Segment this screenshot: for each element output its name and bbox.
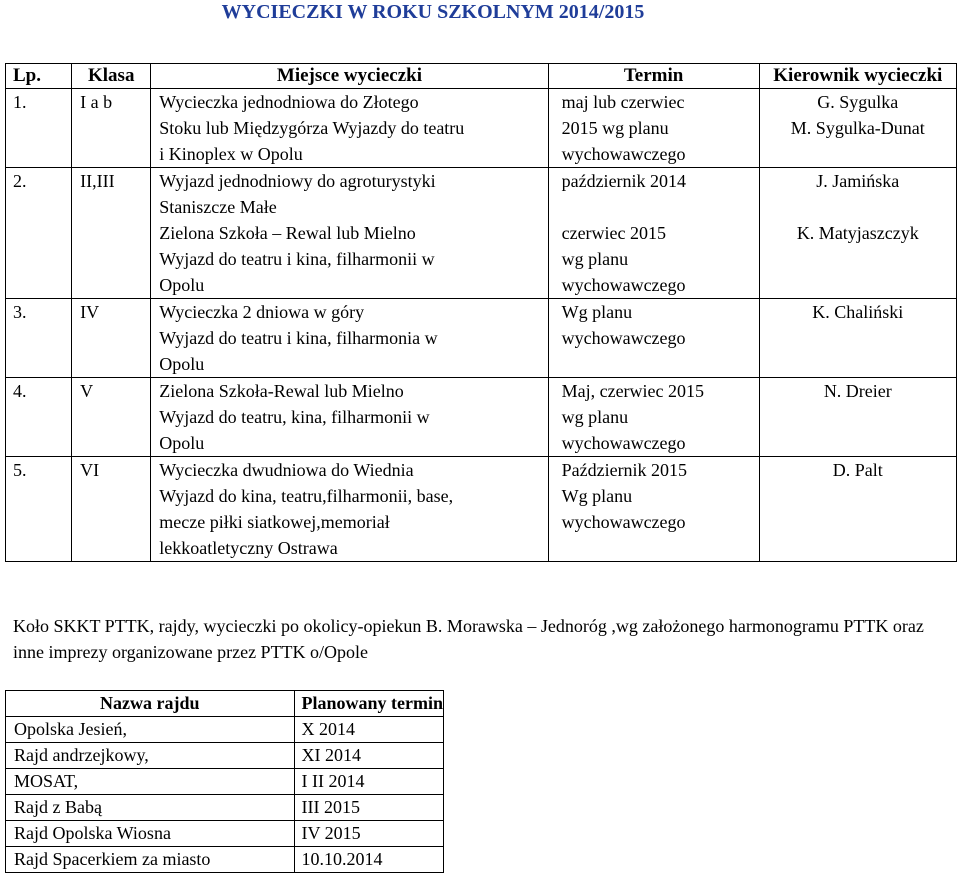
- trip-klasa: [72, 299, 151, 378]
- rajd-row: [6, 821, 444, 847]
- trip-row: [6, 89, 957, 168]
- trip-miejsce-line: Wyjazd do kina, teatru,filharmonii, base,: [159, 486, 454, 506]
- trip-lp-text: 1.: [13, 92, 27, 112]
- rajd-nazwa: Rajd z Babą: [6, 795, 295, 821]
- trip-lp-text: 3.: [13, 302, 27, 322]
- trip-miejsce: [151, 378, 548, 457]
- trip-termin: [548, 89, 759, 168]
- trip-termin: [548, 299, 759, 378]
- trip-termin-line: wg planu: [561, 407, 629, 427]
- trip-lp-text: 2.: [13, 171, 27, 191]
- trip-miejsce-line: Wycieczka dwudniowa do Wiednia: [159, 460, 414, 480]
- rajd-termin: 10.10.2014: [294, 847, 444, 873]
- trip-kierownik-line: M. Sygulka-Dunat: [790, 118, 925, 138]
- trip-termin-line: Wg planu: [561, 302, 633, 322]
- header-klasa: Klasa: [72, 64, 151, 89]
- page-title: WYCIECZKI W ROKU SZKOLNYM 2014/2015: [221, 1, 645, 23]
- header-planowany-termin: Planowany termin: [294, 691, 444, 717]
- trip-miejsce-line: Wyjazd jednodniowy do agroturystyki: [159, 171, 436, 191]
- trip-lp: [6, 457, 72, 562]
- trip-termin-line: wg planu: [561, 249, 629, 269]
- header-termin: Termin: [548, 64, 759, 89]
- trip-lp: [6, 168, 72, 299]
- trip-miejsce-line: lekkoatletyczny Ostrawa: [159, 538, 338, 558]
- rajd-nazwa: Rajd Opolska Wiosna: [6, 821, 295, 847]
- trip-kierownik-line: K. Matyjaszczyk: [796, 223, 919, 243]
- trip-termin-line: Maj, czerwiec 2015: [561, 381, 705, 401]
- trip-miejsce: [151, 299, 548, 378]
- trip-miejsce-line: Zielona Szkoła – Rewal lub Mielno: [159, 223, 416, 243]
- trip-klasa-text: IV: [80, 302, 100, 322]
- trip-kierownik-line: G. Sygulka: [817, 92, 899, 112]
- rajdy-table: [5, 690, 444, 873]
- trip-kierownik-line: [760, 194, 956, 220]
- trip-kierownik-line: N. Dreier: [823, 381, 892, 401]
- trip-lp: [6, 299, 72, 378]
- trip-lp: [6, 378, 72, 457]
- trip-lp: [6, 89, 72, 168]
- rajd-termin: IV 2015: [294, 821, 444, 847]
- trip-miejsce: [151, 457, 548, 562]
- trip-klasa-text: VI: [80, 460, 100, 480]
- trip-termin-line: wychowawczego: [561, 512, 686, 532]
- trip-miejsce-line: Wyjazd do teatru, kina, filharmonii w: [159, 407, 430, 427]
- trip-termin: [548, 168, 759, 299]
- rajd-row: [6, 743, 444, 769]
- trip-miejsce-line: i Kinoplex w Opolu: [159, 144, 303, 164]
- rajd-row: [6, 769, 444, 795]
- trip-lp-text: 5.: [13, 460, 27, 480]
- trip-klasa-text: II,III: [80, 171, 115, 191]
- rajd-termin: X 2014: [294, 717, 444, 743]
- trip-termin-line: czerwiec 2015: [561, 223, 667, 243]
- trip-termin-line: 2015 wg planu: [561, 118, 669, 138]
- trip-miejsce-line: Wycieczka jednodniowa do Złotego: [159, 92, 419, 112]
- trip-kierownik: [759, 89, 956, 168]
- rajd-termin: XI 2014: [294, 743, 444, 769]
- trip-termin-line: październik 2014: [561, 171, 687, 191]
- trip-row: [6, 457, 957, 562]
- trip-kierownik-line: J. Jamińska: [816, 171, 900, 191]
- rajd-termin: I II 2014: [294, 769, 444, 795]
- trip-miejsce-line: Wyjazd do teatru i kina, filharmonia w: [159, 328, 438, 348]
- trip-klasa: [72, 378, 151, 457]
- trip-miejsce-line: Opolu: [159, 433, 205, 453]
- trip-klasa: [72, 457, 151, 562]
- trips-table: [5, 63, 957, 562]
- rajd-nazwa: MOSAT,: [6, 769, 295, 795]
- trip-miejsce-line: Opolu: [159, 275, 205, 295]
- header-lp: Lp.: [6, 64, 72, 89]
- trip-klasa-text: I a b: [80, 92, 113, 112]
- rajd-row: [6, 795, 444, 821]
- trip-row: [6, 299, 957, 378]
- trip-termin-line: [562, 194, 759, 220]
- trip-termin-line: wychowawczego: [561, 433, 686, 453]
- header-miejsce: Miejsce wycieczki: [151, 64, 548, 89]
- trip-miejsce: [151, 168, 548, 299]
- trips-header-row: [6, 64, 957, 89]
- trip-kierownik: [759, 457, 956, 562]
- trip-termin-line: wychowawczego: [561, 144, 686, 164]
- trip-kierownik: [759, 378, 956, 457]
- trip-lp-text: 4.: [13, 381, 27, 401]
- trip-termin-line: wychowawczego: [561, 275, 686, 295]
- trip-miejsce-line: mecze piłki siatkowej,memoriał: [159, 512, 390, 532]
- trip-termin: [548, 378, 759, 457]
- trip-kierownik: [759, 168, 956, 299]
- rajd-nazwa: Rajd Spacerkiem za miasto: [6, 847, 295, 873]
- header-kierownik: Kierownik wycieczki: [759, 64, 956, 89]
- trip-termin-line: wychowawczego: [561, 328, 686, 348]
- trip-termin-line: maj lub czerwiec: [561, 92, 685, 112]
- trip-row: [6, 378, 957, 457]
- rajdy-header-row: [6, 691, 444, 717]
- trip-klasa-text: V: [80, 381, 94, 401]
- rajd-row: [6, 847, 444, 873]
- trip-miejsce-line: Staniszcze Małe: [159, 197, 277, 217]
- trip-klasa: [72, 168, 151, 299]
- trip-row: [6, 168, 957, 299]
- rajd-nazwa: Opolska Jesień,: [6, 717, 295, 743]
- skkt-note: Koło SKKT PTTK, rajdy, wycieczki po okolicy-opiekun B. Morawska – Jednoróg ,wg założonego harmonogramu PTTK oraz inne imprezy organizowane przez PTTK o/Opole: [13, 616, 924, 662]
- trip-miejsce-line: Zielona Szkoła-Rewal lub Mielno: [159, 381, 404, 401]
- rajd-termin: III 2015: [294, 795, 444, 821]
- trip-termin-line: Październik 2015: [561, 460, 688, 480]
- trip-miejsce-line: Opolu: [159, 354, 205, 374]
- trip-termin-line: Wg planu: [561, 486, 633, 506]
- trip-miejsce-line: Wyjazd do teatru i kina, filharmonii w: [159, 249, 435, 269]
- trip-klasa: [72, 89, 151, 168]
- trip-kierownik-line: D. Palt: [832, 460, 883, 480]
- trip-miejsce: [151, 89, 548, 168]
- trip-kierownik: [759, 299, 956, 378]
- header-nazwa-rajdu: Nazwa rajdu: [6, 691, 295, 717]
- trip-miejsce-line: Wycieczka 2 dniowa w góry: [159, 302, 365, 322]
- rajd-row: [6, 717, 444, 743]
- trip-termin: [548, 457, 759, 562]
- trip-miejsce-line: Stoku lub Międzygórza Wyjazdy do teatru: [159, 118, 465, 138]
- trip-kierownik-line: K. Chaliński: [812, 302, 904, 322]
- rajd-nazwa: Rajd andrzejkowy,: [6, 743, 295, 769]
